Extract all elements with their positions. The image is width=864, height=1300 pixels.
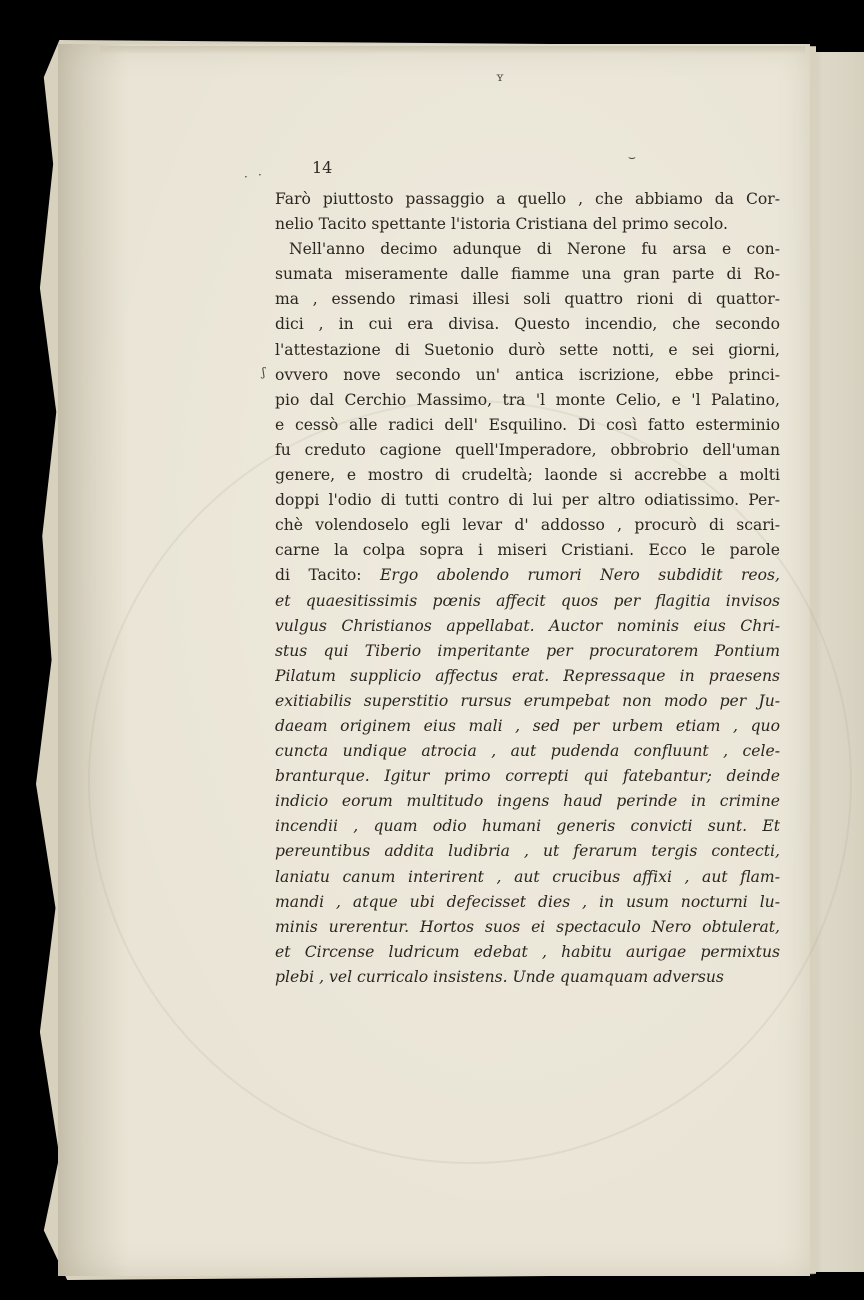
- text-line: ma , essendo rimasi illesi soli quattro rioni di quattor-: [275, 290, 780, 309]
- text-line: indicio eorum multitudo ingens haud perinde in crimine: [275, 792, 780, 811]
- text-line: genere, e mostro di crudeltà; laonde si accrebbe a molti: [275, 466, 780, 485]
- text-line: sumata miseramente dalle fiamme una gran parte di Ro-: [275, 265, 780, 284]
- text-line: branturque. Igitur primo correpti qui fatebantur; deinde: [275, 767, 780, 786]
- text-line: Nell'anno decimo adunque di Nerone fu arsa e con-: [289, 240, 780, 259]
- page-top-edge: [100, 46, 805, 54]
- text-line: [275, 563, 780, 588]
- text-line: incendii , quam odio humani generis convicti sunt. Et: [275, 817, 780, 836]
- text-line-italic: Ergo abolendo rumori Nero subdidit reos,: [380, 566, 780, 585]
- text-line: ovvero nove secondo un' antica iscrizione, ebbe princi-: [275, 365, 780, 384]
- text-line: et quaesitissimis pœnis affecit quos per flagitia invisos: [275, 591, 780, 610]
- text-line: mandi , atque ubi defecisset dies , in usum nocturni lu-: [275, 892, 780, 911]
- text-line: Farò piuttosto passaggio a quello , che abbiamo da Cor-: [275, 190, 780, 208]
- text-line: et Circense ludricum edebat , habitu aurigae permixtus: [275, 942, 780, 961]
- text-line: fu creduto cagione quell'Imperadore, obbrobrio dell'uman: [275, 440, 780, 459]
- text-line: chè volendoselo egli levar d' addosso , procurò di scari-: [275, 516, 780, 535]
- text-line: laniatu canum interirent , aut crucibus affixi , aut flam-: [275, 867, 780, 886]
- page-number: 14: [312, 158, 333, 177]
- text-line: pio dal Cerchio Massimo, tra 'l monte Celio, e 'l Palatino,: [275, 390, 780, 409]
- text-line: e cessò alle radici dell' Esquilino. Di così fatto esterminio: [275, 415, 780, 434]
- text-line: doppi l'odio di tutti contro di lui per altro odiatissimo. Per-: [275, 491, 780, 510]
- text-line: carne la colpa sopra i miseri Cristiani. Ecco le parole: [275, 541, 780, 560]
- text-line-roman: di Tacito:: [275, 566, 381, 585]
- text-line: minis urerentur. Hortos suos ei spectaculo Nero obtulerat,: [275, 917, 780, 936]
- text-line: exitiabilis superstitio rursus erumpebat non modo per Ju-: [275, 691, 780, 710]
- text-line: Pilatum supplicio affectus erat. Repressaque in praesens: [275, 666, 780, 685]
- body-text: [275, 165, 780, 990]
- text-line: dici , in cui era divisa. Questo incendio, che secondo: [275, 315, 780, 334]
- text-line: l'attestazione di Suetonio durò sette notti, e sei giorni,: [275, 340, 780, 359]
- text-line: vulgus Christianos appellabat. Auctor nominis eius Chri-: [275, 616, 780, 635]
- text-line: plebi , vel curricalo insistens. Unde quamquam adversus: [275, 967, 724, 986]
- text-line: pereuntibus addita ludibria , ut ferarum tergis contecti,: [275, 842, 780, 861]
- text-line: nelio Tacito spettante l'istoria Cristiana del primo secolo.: [275, 215, 728, 234]
- text-line: cuncta undique atrocia , aut pudenda confluunt , cele-: [275, 742, 780, 761]
- text-line: daeam originem eius mali , sed per urbem etiam , quo: [275, 716, 780, 735]
- text-line: stus qui Tiberio imperitante per procuratorem Pontium: [275, 641, 780, 660]
